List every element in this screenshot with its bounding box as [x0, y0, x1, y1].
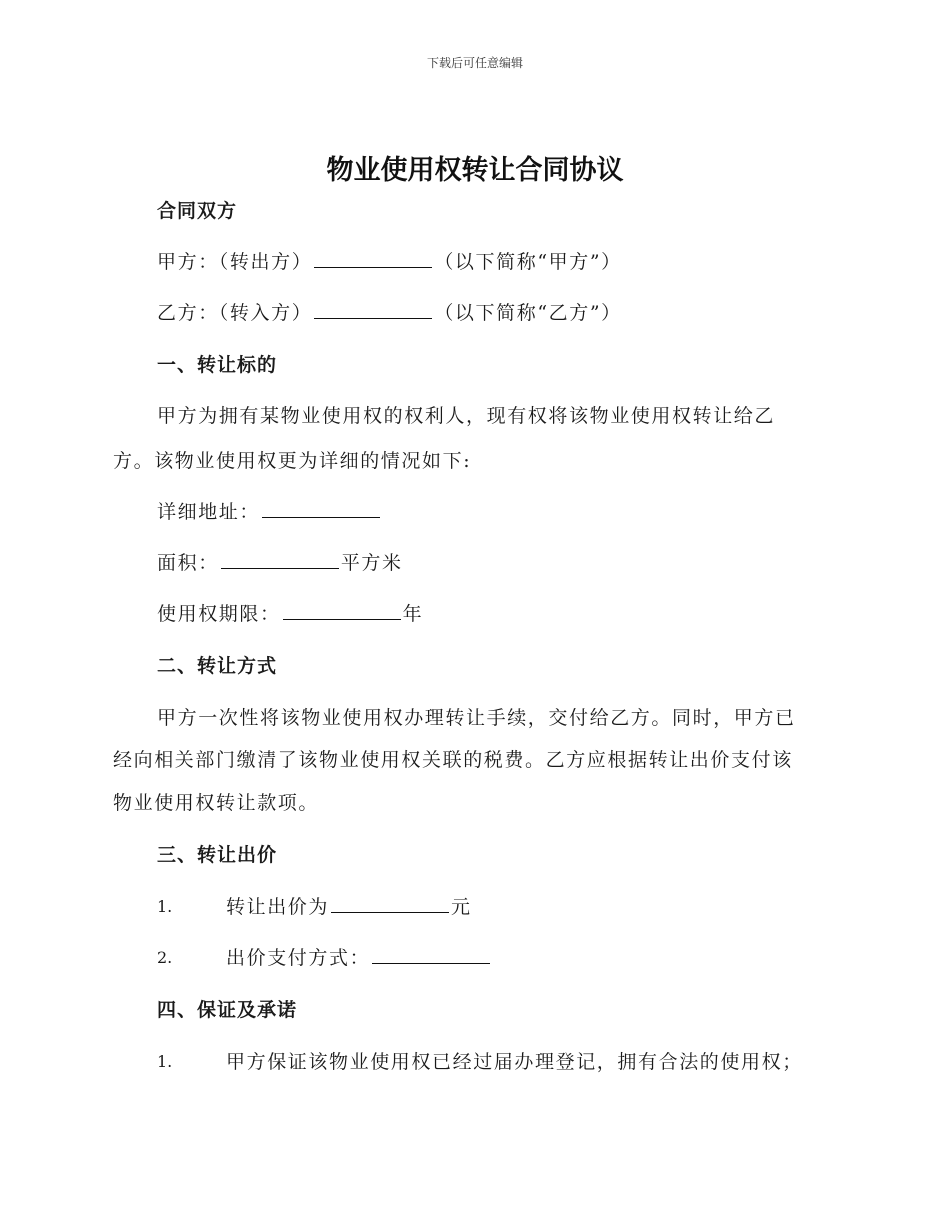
section3-item2-number: 2.: [157, 948, 173, 967]
section2-heading: 二、转让方式: [157, 655, 278, 677]
section3-item1: [226, 892, 472, 922]
address-label: 详细地址：: [157, 501, 261, 523]
term-blank[interactable]: [283, 599, 401, 620]
section2-para-line1: 甲方一次性将该物业使用权办理转让手续，交付给乙方。同时，甲方已: [157, 707, 796, 729]
term-unit: 年: [402, 603, 424, 625]
address-line: [157, 497, 382, 527]
party-a-prefix: 甲方：（转出方）: [157, 251, 313, 273]
price-label: 转让出价为: [226, 896, 330, 918]
price-unit: 元: [451, 896, 472, 918]
address-blank[interactable]: [262, 497, 380, 518]
price-blank[interactable]: [331, 892, 449, 913]
area-blank[interactable]: [221, 548, 339, 569]
section3-item2: [226, 943, 492, 973]
section4-item1-number: 1.: [157, 1052, 173, 1071]
party-b-suffix: （以下简称“乙方”）: [434, 302, 622, 324]
document-title: 物业使用权转让合同协议: [326, 155, 624, 186]
section2-para-line2: 经向相关部门缴清了该物业使用权关联的税费。乙方应根据转让出价支付该: [113, 749, 793, 771]
section3-item1-number: 1.: [157, 897, 173, 916]
parties-heading: 合同双方: [157, 200, 238, 222]
term-line: [157, 599, 423, 629]
area-line: [157, 548, 403, 578]
section1-para-line2: 方。该物业使用权更为详细的情况如下:: [113, 450, 472, 472]
section4-item1: 甲方保证该物业使用权已经过届办理登记，拥有合法的使用权；: [226, 1051, 803, 1073]
term-label: 使用权期限：: [157, 603, 281, 625]
area-unit: 平方米: [340, 552, 403, 574]
payment-method-label: 出价支付方式：: [226, 947, 371, 969]
section4-heading: 四、保证及承诺: [157, 999, 298, 1021]
party-b-line: [157, 298, 622, 328]
party-a-blank[interactable]: [314, 247, 432, 268]
party-a-line: [157, 247, 622, 277]
section1-heading: 一、转让标的: [157, 354, 278, 376]
section1-para-line1: 甲方为拥有某物业使用权的权利人，现有权将该物业使用权转让给乙: [157, 405, 776, 427]
party-b-prefix: 乙方：（转入方）: [157, 302, 313, 324]
party-a-suffix: （以下简称“甲方”）: [434, 251, 622, 273]
area-label: 面积：: [157, 552, 219, 574]
section3-heading: 三、转让出价: [157, 844, 278, 866]
section2-para-line3: 物业使用权转让款项。: [113, 792, 320, 814]
header-note: 下载后可任意编辑: [426, 56, 523, 70]
party-b-blank[interactable]: [314, 298, 432, 319]
payment-method-blank[interactable]: [372, 943, 490, 964]
